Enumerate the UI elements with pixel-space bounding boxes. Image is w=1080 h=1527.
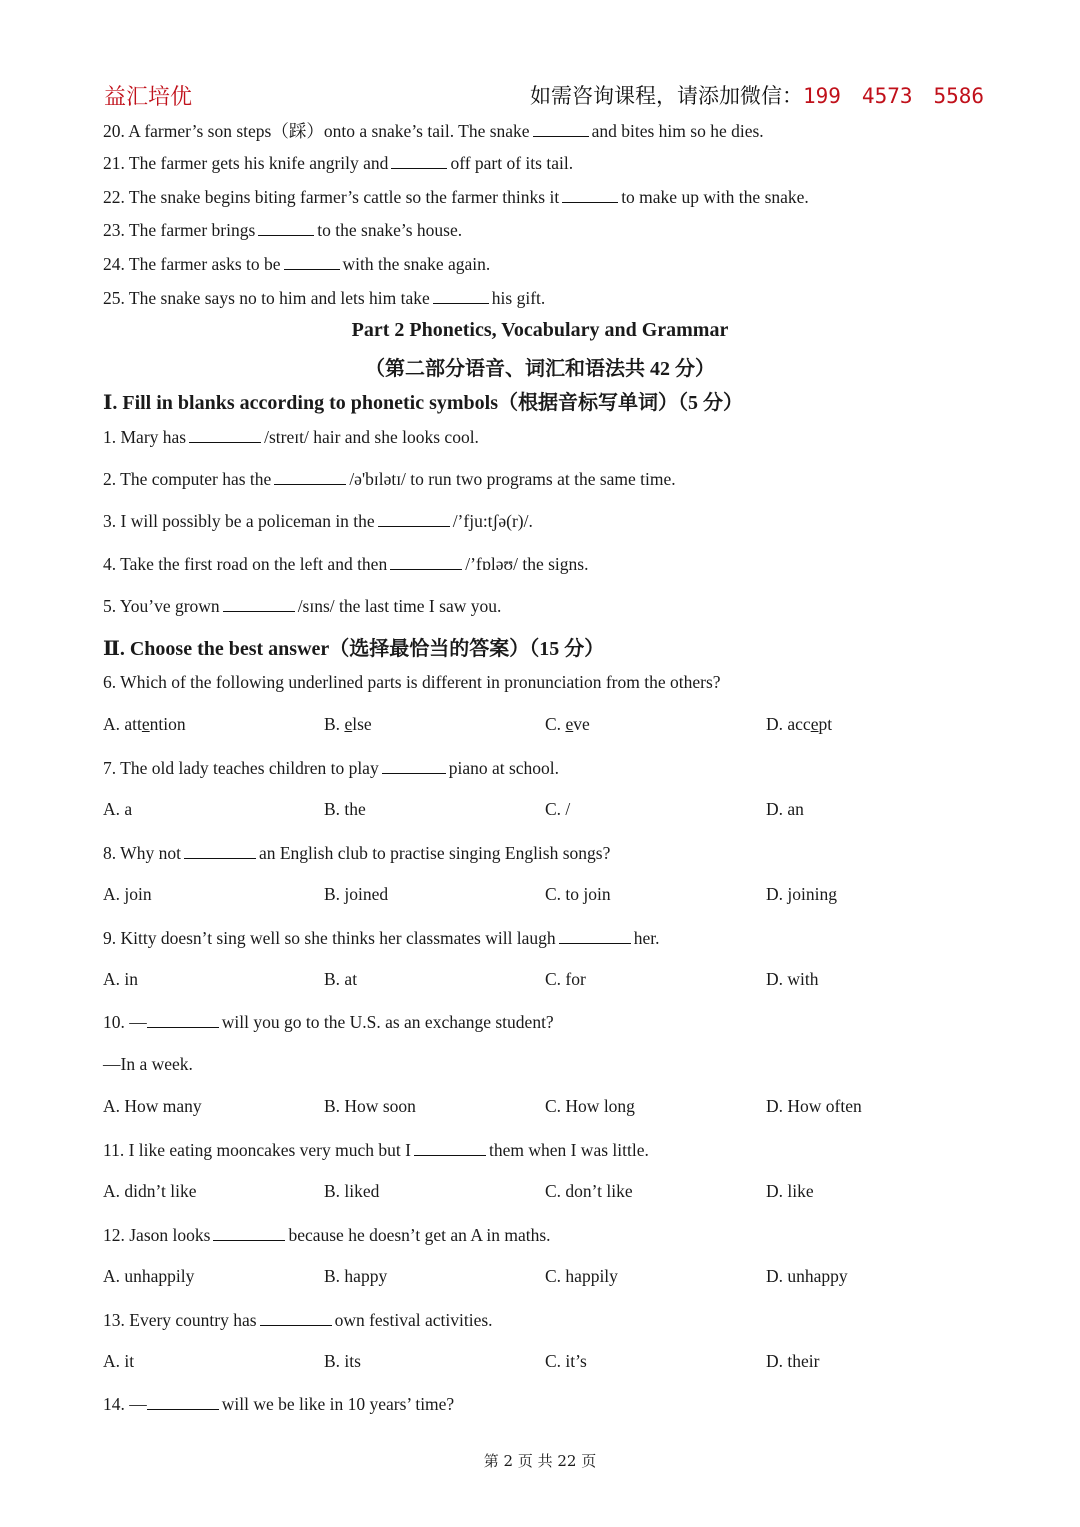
option-b: B. liked — [324, 1181, 380, 1201]
option-b: B. happy — [324, 1266, 388, 1286]
question-22: 22. The snake begins biting farmer’s cattle so the farmer thinks it to make up with the snake. — [103, 187, 809, 207]
phonetic-item-2: 2. The computer has the /ə'bɪlətɪ/ to run two programs at the same time. — [103, 469, 676, 489]
option-a: A. attention — [103, 714, 186, 734]
answer-blank — [382, 757, 446, 774]
option-b: B. How soon — [324, 1096, 416, 1116]
phonetic-item-4: 4. Take the first road on the left and then /’fɒləʊ/ the signs. — [103, 554, 589, 574]
answer-blank — [559, 927, 631, 944]
question-10: 10. — will you go to the U.S. as an exchange student? — [103, 1012, 554, 1032]
question-25: 25. The snake says no to him and lets him take his gift. — [103, 288, 546, 308]
question-14: 14. — will we be like in 10 years’ time? — [103, 1394, 455, 1414]
answer-blank — [533, 120, 589, 137]
option-c: C. happily — [545, 1266, 618, 1286]
section2-title: Ⅱ. Choose the best answer（选择最恰当的答案）（15 分） — [103, 638, 605, 660]
option-c: C. to join — [545, 884, 611, 904]
options-6 — [103, 714, 1003, 738]
answer-blank — [147, 1011, 219, 1028]
option-c: C. / — [545, 799, 571, 819]
contact-label: 如需咨询课程，请添加微信： — [530, 84, 803, 108]
contact-info — [530, 80, 984, 110]
option-a: A. in — [103, 969, 138, 989]
answer-blank — [562, 186, 618, 203]
option-d: D. an — [766, 799, 804, 819]
option-d: D. joining — [766, 884, 837, 904]
answer-blank — [258, 219, 314, 236]
options-11 — [103, 1181, 1003, 1205]
question-13: 13. Every country has own festival activities. — [103, 1310, 493, 1330]
question-11: 11. I like eating mooncakes very much but I them when I was little. — [103, 1140, 649, 1160]
question-6: 6. Which of the following underlined parts is different in pronunciation from the others? — [103, 672, 721, 692]
part2-title: Part 2 Phonetics, Vocabulary and Grammar — [351, 319, 729, 341]
option-d: D. unhappy — [766, 1266, 848, 1286]
question-24: 24. The farmer asks to be with the snake again. — [103, 254, 491, 274]
option-d: D. How often — [766, 1096, 862, 1116]
options-7 — [103, 799, 1003, 823]
option-b: B. the — [324, 799, 366, 819]
phonetic-item-3: 3. I will possibly be a policeman in the /’fju:tʃə(r)/. — [103, 511, 533, 531]
answer-blank — [391, 152, 447, 169]
question-20: 20. A farmer’s son steps（踩）onto a snake’s tail. The snake and bites him so he dies. — [103, 121, 764, 141]
answer-blank — [414, 1139, 486, 1156]
option-a: A. unhappily — [103, 1266, 195, 1286]
question-9: 9. Kitty doesn’t sing well so she thinks her classmates will laugh her. — [103, 928, 660, 948]
option-a: A. didn’t like — [103, 1181, 197, 1201]
answer-blank — [433, 287, 489, 304]
options-13 — [103, 1351, 1003, 1375]
options-8 — [103, 884, 1003, 908]
question-8: 8. Why not an English club to practise singing English songs? — [103, 843, 611, 863]
option-d: D. like — [766, 1181, 814, 1201]
page-number: 第 2 页 共 22 页 — [483, 1452, 597, 1470]
answer-blank — [184, 842, 256, 859]
question-21: 21. The farmer gets his knife angrily and off part of its tail. — [103, 153, 574, 173]
question-7: 7. The old lady teaches children to play piano at school. — [103, 758, 560, 778]
brand-name: 益汇培优 — [104, 85, 193, 110]
option-b: B. else — [324, 714, 372, 734]
answer-blank — [213, 1224, 285, 1241]
option-c: C. it’s — [545, 1351, 587, 1371]
phonetic-item-5: 5. You’ve grown /sɪns/ the last time I saw you. — [103, 596, 502, 616]
option-b: B. at — [324, 969, 358, 989]
options-9 — [103, 969, 1003, 993]
option-a: A. a — [103, 799, 133, 819]
phonetic-item-1: 1. Mary has /streɪt/ hair and she looks cool. — [103, 427, 479, 447]
question-23: 23. The farmer brings to the snake’s house. — [103, 220, 463, 240]
answer-blank — [390, 553, 462, 570]
option-d: D. their — [766, 1351, 820, 1371]
question-12: 12. Jason looks because he doesn’t get an A in maths. — [103, 1225, 551, 1245]
part2-subtitle: （第二部分语音、词汇和语法共 42 分） — [365, 358, 715, 380]
answer-blank — [189, 426, 261, 443]
answer-blank — [284, 253, 340, 270]
option-c: C. eve — [545, 714, 590, 734]
option-b: B. its — [324, 1351, 361, 1371]
option-c: C. don’t like — [545, 1181, 633, 1201]
options-12 — [103, 1266, 1003, 1290]
option-a: A. join — [103, 884, 152, 904]
option-b: B. joined — [324, 884, 389, 904]
option-c: C. for — [545, 969, 586, 989]
question-10-answer: —In a week. — [103, 1054, 193, 1074]
answer-blank — [260, 1309, 332, 1326]
phone-number: 199 4573 5586 — [803, 84, 985, 108]
option-c: C. How long — [545, 1096, 635, 1116]
options-10 — [103, 1096, 1003, 1120]
answer-blank — [223, 595, 295, 612]
option-a: A. it — [103, 1351, 135, 1371]
answer-blank — [147, 1393, 219, 1410]
section1-title: Ⅰ. Fill in blanks according to phonetic symbols（根据音标写单词）（5 分） — [103, 392, 743, 414]
option-a: A. How many — [103, 1096, 202, 1116]
option-d: D. accept — [766, 714, 833, 734]
option-d: D. with — [766, 969, 819, 989]
answer-blank — [274, 468, 346, 485]
answer-blank — [378, 510, 450, 527]
